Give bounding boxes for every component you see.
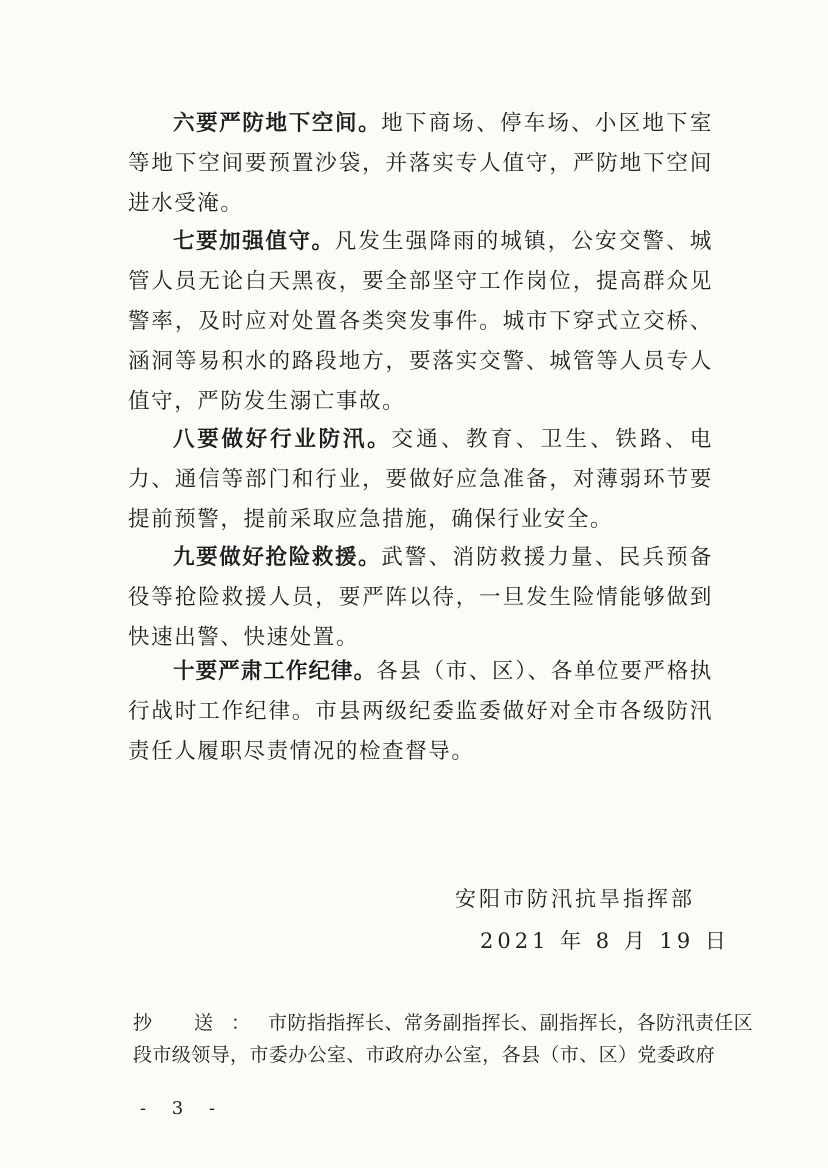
paragraph-duty <box>128 222 713 422</box>
paragraph-discipline <box>128 652 713 772</box>
paragraph-heading: 七要加强值守。 <box>173 229 335 254</box>
signature-organization: 安阳市防汛抗旱指挥部 <box>455 887 695 911</box>
paragraph-heading: 八要做好行业防汛。 <box>173 427 392 452</box>
paragraph-body: 地下商场、停车场、小区地下室等地下空间要预置沙袋，并落实专人值守，严防地下空间进水受淹。 <box>128 111 713 216</box>
paragraph-heading: 九要做好抢险救援。 <box>173 545 382 570</box>
paragraph-heading: 十要严肃工作纪律。 <box>173 659 377 684</box>
paragraph-body: 凡发生强降雨的城镇，公安交警、城管人员无论白天黑夜，要全部坚守工作岗位，提高群众见警率，及时应对处置各类突发事件。城市下穿式立交桥、涵洞等易积水的路段地方，要落实交警、城管等人员专人值守，严防发生溺亡事故。 <box>128 229 713 414</box>
paragraph-industry-flood-control <box>128 420 713 540</box>
paragraph-body: 各县（市、区）、各单位要严格执行战时工作纪律。市县两级纪委监委做好对全市各级防汛责任人履职尽责情况的检查督导。 <box>128 659 713 764</box>
paragraph-heading: 六要严防地下空间。 <box>173 111 382 136</box>
paragraph-underground-space <box>128 104 713 224</box>
cc-line-2: 段市级领导，市委办公室、市政府办公室，各县（市、区）党委政府 <box>133 1044 716 1066</box>
cc-line-1 <box>133 1008 753 1035</box>
signature-date: 2021 年 8 月 19 日 <box>480 929 730 953</box>
page-number: - 3 - <box>140 1098 226 1119</box>
paragraph-body: 交通、教育、卫生、铁路、电力、通信等部门和行业，要做好应急准备，对薄弱环节要提前预警，提前采取应急措施，确保行业安全。 <box>128 427 713 532</box>
cc-recipients-1: 市防指指挥长、常务副指挥长、副指挥长，各防汛责任区 <box>268 1012 754 1034</box>
paragraph-rescue <box>128 538 713 658</box>
cc-label: 抄 送： <box>133 1012 269 1034</box>
paragraph-body: 武警、消防救援力量、民兵预备役等抢险救援人员，要严阵以待，一旦发生险情能够做到快速出警、快速处置。 <box>128 545 713 650</box>
